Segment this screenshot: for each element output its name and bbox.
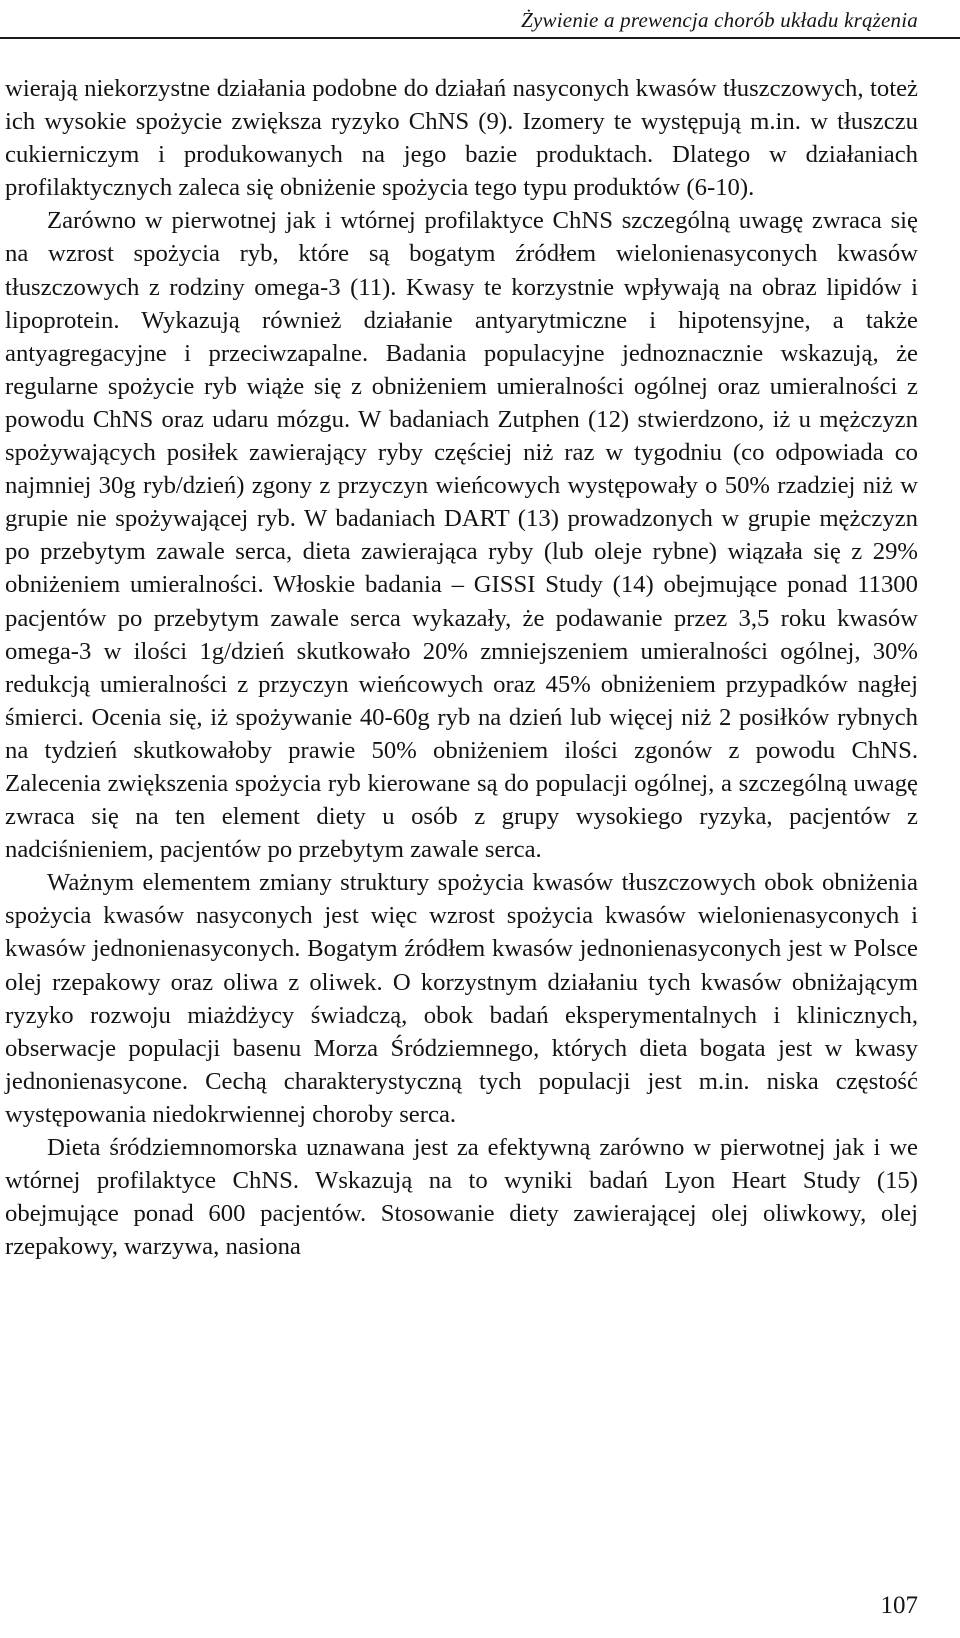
running-header [0, 0, 918, 40]
paragraph-monounsaturated-acids: Ważnym elementem zmiany struktury spożycia kwasów tłuszczowych obok obniżenia spożycia kwasów nasyconych jest więc wzrost spożycia kwasów wielonienasyconych i kwasów jednonienasyconych. Bogatym źródłem kwasów jednonienasyconych jest w Polsce olej rzepakowy oraz oliwa z oliwek. O korzystnym działaniu tych kwasów obniżającym ryzyko rozwoju miażdżycy świadczą, obok badań eksperymentalnych i klinicznych, obserwacje populacji basenu Morza Śródziemnego, których dieta bogata jest w kwasy jednonienasycone. Cechą charakterystyczną tych populacji jest m.in. niska częstość występowania niedokrwiennej choroby serca. [5, 869, 918, 1128]
header-rule [0, 37, 960, 39]
paragraph-mediterranean-diet: Dieta śródziemnomorska uznawana jest za efektywną zarówno w pierwotnej jak i we wtórnej profilaktyce ChNS. Wskazują na to wyniki badań Lyon Heart Study (15) obejmujące ponad 600 pacjentów. Stosowanie diety zawierającej olej oliwkowy, olej rzepakowy, warzywa, nasiona [5, 1134, 918, 1261]
paragraph-fish-omega-3: Zarówno w pierwotnej jak i wtórnej profilaktyce ChNS szczególną uwagę zwraca się na wzrost spożycia ryb, które są bogatym źródłem wielonienasyconych kwasów tłuszczowych z rodziny omega-3 (11). Kwasy te korzystnie wpływają na obraz lipidów i lipoprotein. Wykazują również działanie antyarytmiczne i hipotensyjne, a także antyagregacyjne i przeciwzapalne. Badania populacyjne jednoznacznie wskazują, że regularne spożycie ryb wiąże się z obniżeniem umieralności ogólnej oraz umieralności z powodu ChNS oraz udaru mózgu. W badaniach Zutphen (12) stwierdzono, iż u mężczyzn spożywających posiłek zawierający ryby częściej niż raz w tygodniu (co odpowiada co najmniej 30g ryb/dzień) zgony z przyczyn wieńcowych występowały o 50% rzadziej niż w grupie nie spożywającej ryb. W badaniach DART (13) prowadzonych w grupie mężczyzn po przebytym zawale serca, dieta zawierająca ryby (lub oleje rybne) wiązała się z 29% obniżeniem umieralności. Włoskie badania – GISSI Study (14) obejmujące ponad 11300 pacjentów po przebytym zawale serca wykazały, że podawanie przez 3,5 roku kwasów omega-3 w ilości 1g/dzień skutkowało 20% zmniejszeniem umieralności ogólnej, 30% redukcją umieralności z przyczyn wieńcowych oraz 45% obniżeniem przypadków nagłej śmierci. Ocenia się, iż spożywanie 40-60g ryb na dzień lub więcej niż 2 posiłków rybnych na tydzień skutkowałoby prawie 50% obniżeniem ilości zgonów z powodu ChNS. Zalecenia zwiększenia spożycia ryb kierowane są do populacji ogólnej, a szczególną uwagę zwraca się na ten element diety u osób z grupy wysokiego ryzyka, pacjentów z nadciśnieniem, pacjentów po przebytym zawale serca. [5, 207, 918, 864]
page-body [5, 72, 918, 1263]
page-number: 107 [880, 1592, 918, 1619]
paragraph-trans-fats-continued: wierają niekorzystne działania podobne do działań nasyconych kwasów tłuszczowych, toteż ich wysokie spożycie zwiększa ryzyko ChNS (9). Izomery te występują m.in. w tłuszczu cukierniczym i produkowanych na jego bazie produktach. Dlatego w działaniach profilaktycznych zaleca się obniżenie spożycia tego typu produktów (6-10). [5, 75, 918, 202]
running-title: Żywienie a prewencja chorób układu krążenia [521, 8, 918, 32]
